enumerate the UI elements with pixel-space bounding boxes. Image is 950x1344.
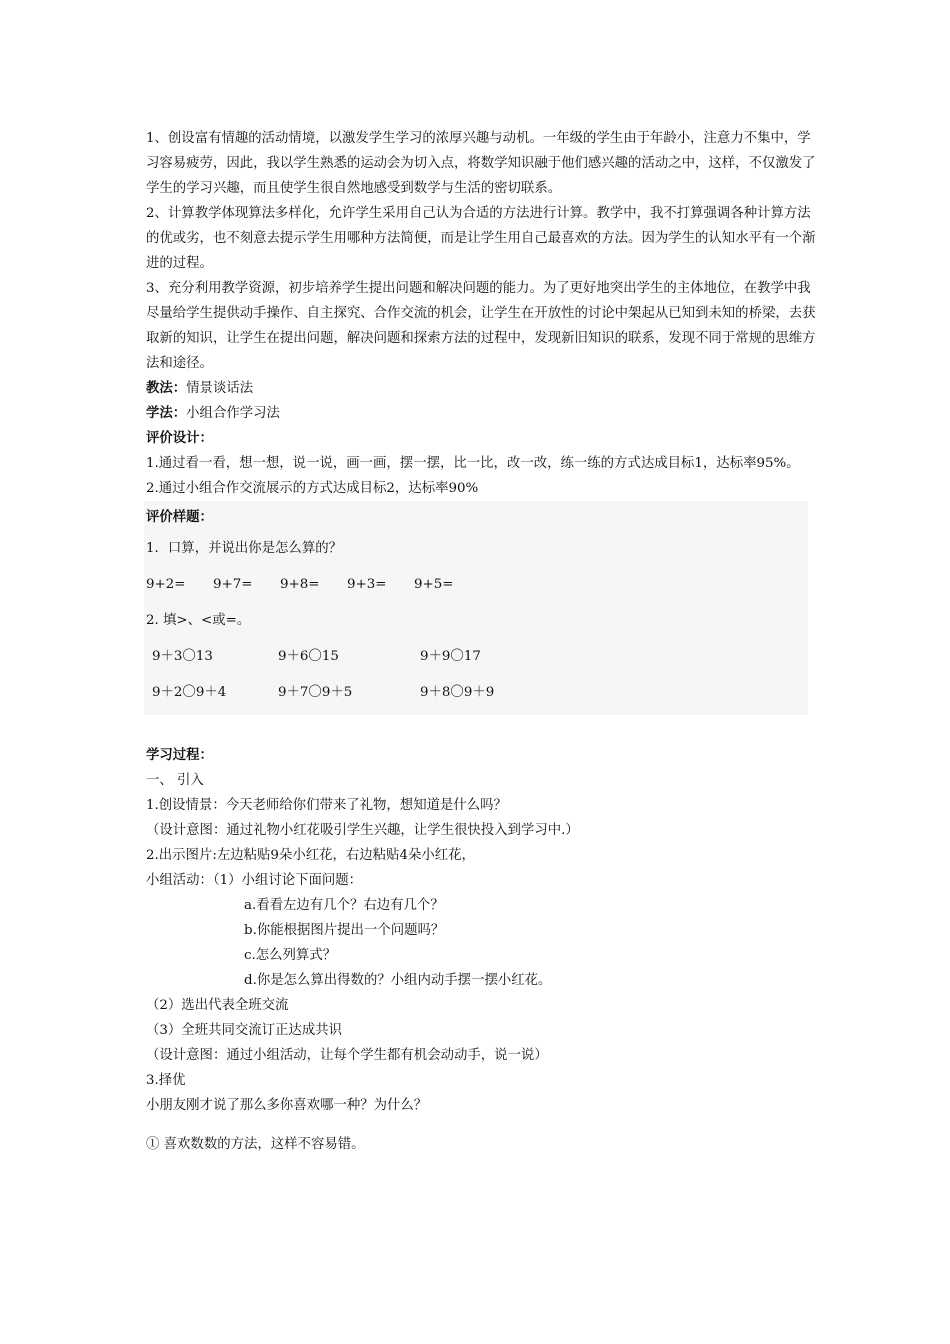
question-1: 1．口算，并说出你是怎么算的？ (146, 541, 342, 556)
math-item: 9+2= (146, 577, 186, 592)
math-item: 9+8= (280, 577, 320, 592)
circled-item: ① 喜欢数数的方法，这样不容易错。 (146, 1137, 365, 1152)
learning-value: 小组合作学习法 (186, 406, 280, 421)
paragraph-1: 1、创设富有情趣的活动情境，以激发学生学习的浓厚兴趣与动机。一年级的学生由于年龄小，注意力不集中，学习容易疲劳，因此，我以学生熟悉的运动会为切入点，将数学知识融于他们感兴趣的活动之中，这样，不仅激发了学生的学习兴趣，而且使学生很自然地感受到数学与生活的密切联系。 (146, 131, 816, 196)
teaching-label: 教法： (146, 380, 187, 396)
teaching-method (146, 376, 816, 401)
after-line: （2）选出代表全班交流 (146, 998, 289, 1013)
process-line: 1.创设情景：今天老师给你们带来了礼物，想知道是什么吗？ (146, 798, 507, 813)
sample-questions-block (144, 501, 808, 715)
compare-item: 9＋3〇13 (152, 649, 213, 664)
teaching-value: 情景谈话法 (186, 381, 254, 396)
eval-design-title: 评价设计： (146, 430, 213, 446)
after-line: 小朋友刚才说了那么多你喜欢哪一种？为什么？ (146, 1098, 428, 1113)
eval-item-1: 1.通过看一看，想一想，说一说，画一画，摆一摆，比一比，改一改，练一练的方式达成目标1，达标率95%。 (146, 456, 800, 471)
math-item: 9+7= (213, 577, 253, 592)
after-line: （3）全班共同交流订正达成共识 (146, 1023, 342, 1038)
compare-item: 9＋6〇15 (278, 649, 339, 664)
process-line: 小组活动：（1）小组讨论下面问题： (146, 873, 363, 888)
compare-item: 9＋7〇9＋5 (278, 685, 353, 700)
sub-question: a.看看左边有几个？右边有几个？ (244, 898, 444, 913)
learning-method (146, 401, 816, 426)
compare-row (146, 675, 808, 711)
sub-question: d.你是怎么算出得数的？小组内动手摆一摆小红花。 (244, 973, 552, 988)
math-item: 9+5= (414, 577, 454, 592)
process-title: 学习过程： (146, 747, 213, 763)
process-line: 一、 引入 (146, 773, 204, 788)
samples-title: 评价样题： (146, 509, 213, 525)
sub-question: b.你能根据图片提出一个问题吗？ (244, 923, 445, 938)
eval-item-2: 2.通过小组合作交流展示的方式达成目标2，达标率90% (146, 481, 479, 496)
after-line: 3.择优 (146, 1073, 186, 1088)
compare-item: 9＋9〇17 (420, 649, 481, 664)
compare-item: 9＋8〇9＋9 (420, 685, 495, 700)
sub-question: c.怎么列算式？ (244, 948, 337, 963)
document-page (146, 126, 816, 1157)
learning-label: 学法： (146, 405, 187, 421)
paragraph-3: 3、充分利用教学资源，初步培养学生提出问题和解决问题的能力。为了更好地突出学生的主体地位，在教学中我尽量给学生提供动手操作、自主探究、合作交流的机会，让学生在开放性的讨论中架起从已知到未知的桥梁，去获取新的知识，让学生在提出问题，解决问题和探索方法的过程中，发现新旧知识的联系，发现不同于常规的思维方法和途径。 (146, 281, 816, 371)
math-item: 9+3= (347, 577, 387, 592)
process-line: （设计意图：通过礼物小红花吸引学生兴趣，让学生很快投入到学习中.） (146, 823, 579, 838)
question-2: 2. 填>、<或=。 (146, 613, 251, 628)
compare-item: 9＋2〇9＋4 (152, 685, 227, 700)
paragraph-2: 2、计算教学体现算法多样化，允许学生采用自己认为合适的方法进行计算。教学中，我不打算强调各种计算方法的优或劣，也不刻意去提示学生用哪种方法简便，而是让学生用自己最喜欢的方法。因为学生的认知水平有一个渐进的过程。 (146, 206, 816, 271)
compare-row (146, 639, 808, 675)
after-line: （设计意图：通过小组活动，让每个学生都有机会动动手，说一说） (146, 1048, 548, 1063)
mental-math-row (146, 567, 808, 603)
process-line: 2.出示图片:左边粘贴9朵小红花，右边粘贴4朵小红花， (146, 848, 475, 863)
